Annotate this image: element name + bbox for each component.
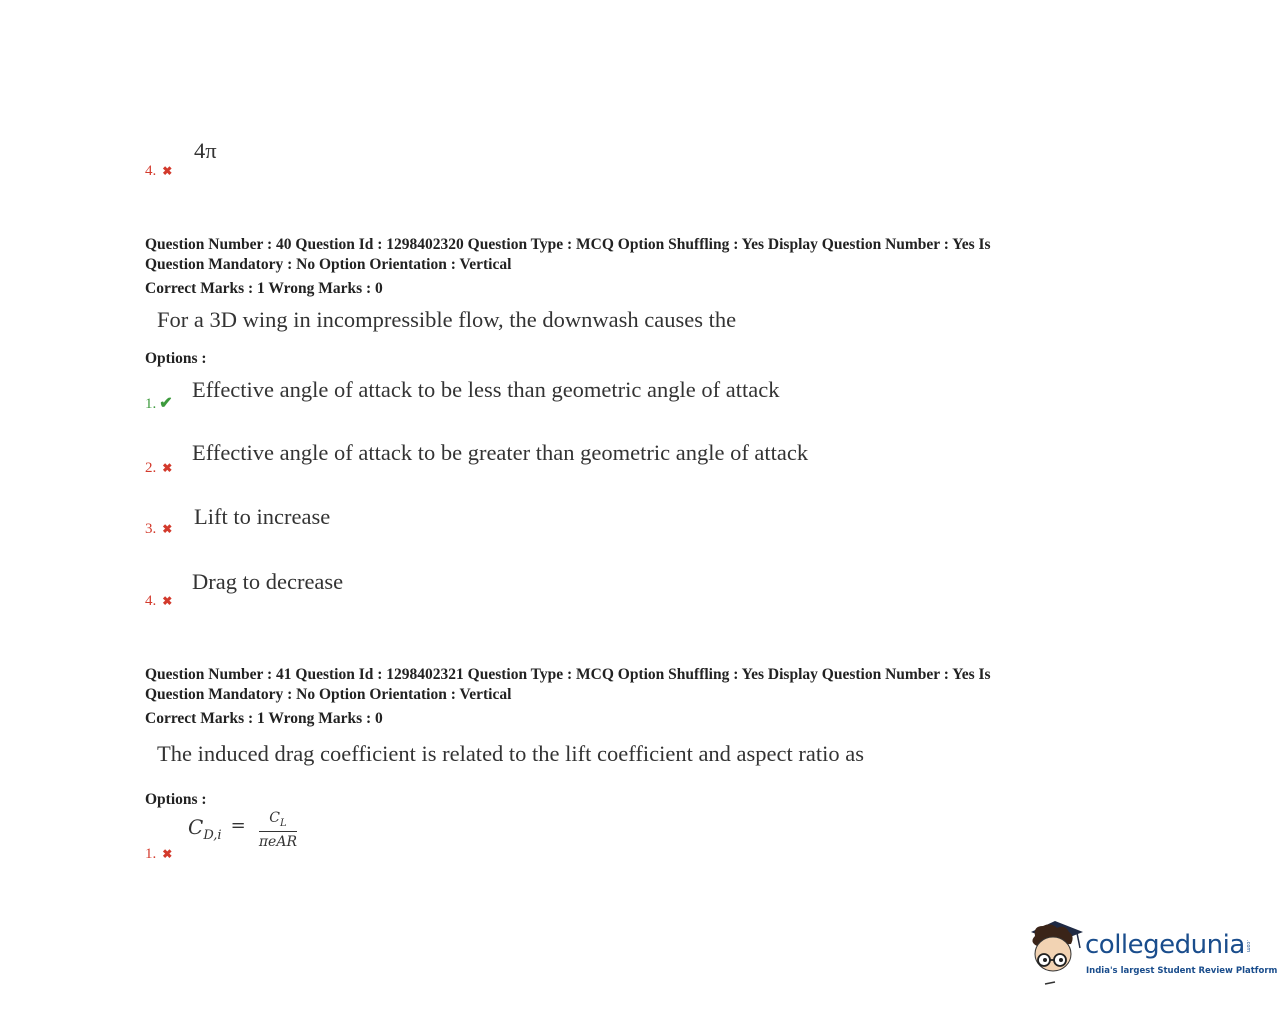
- q40-option-1-text: Effective angle of attack to be less than geometric angle of attack: [192, 377, 780, 402]
- q41-option-1-formula: [188, 810, 297, 850]
- formula-lhs: $C_{D,i}$: [188, 815, 222, 844]
- option-number: 3.: [145, 521, 157, 537]
- cross-icon: ✖: [162, 164, 173, 178]
- q41-meta-line1: Question Number : 41 Question Id : 1298402321 Question Type : MCQ Option Shuffling : Yes Display Question Number : Yes Is: [145, 666, 991, 683]
- q40-question-text: For a 3D wing in incompressible flow, the downwash causes the: [157, 307, 737, 332]
- option-number: 2.: [145, 460, 157, 476]
- q41-question-text: The induced drag coefficient is related to the lift coefficient and aspect ratio as: [157, 741, 864, 766]
- q40-option-4-text: Drag to decrease: [192, 569, 344, 594]
- q41-meta-line2: Question Mandatory : No Option Orientation : Vertical: [145, 686, 512, 703]
- option-number: 4.: [145, 593, 157, 609]
- option-number: 1.: [145, 846, 157, 862]
- prev-option-4: [145, 162, 172, 180]
- q41-marks: Correct Marks : 1 Wrong Marks : 0: [145, 710, 383, 727]
- fraction-denominator: πeAR: [258, 833, 297, 850]
- cross-icon: ✖: [162, 461, 173, 475]
- q40-meta-line1: Question Number : 40 Question Id : 1298402320 Question Type : MCQ Option Shuffling : Yes Display Question Number : Yes Is: [145, 236, 991, 253]
- option-number: 4.: [145, 163, 157, 179]
- q40-option-2: [145, 459, 172, 477]
- q40-option-1: [145, 393, 173, 413]
- collegedunia-logo: [1025, 918, 1278, 988]
- cross-icon: ✖: [162, 522, 173, 536]
- q40-marks: Correct Marks : 1 Wrong Marks : 0: [145, 280, 383, 297]
- q40-options-label: Options :: [145, 350, 207, 367]
- cross-icon: ✖: [162, 847, 173, 861]
- q41-option-1: [145, 845, 172, 863]
- cross-icon: ✖: [162, 594, 173, 608]
- logo-suffix: .com: [1245, 940, 1251, 953]
- mascot-icon: [1025, 918, 1087, 986]
- formula-equals: =: [230, 815, 246, 837]
- formula-fraction: [259, 810, 297, 850]
- logo-wordmark: collegedunia: [1085, 930, 1245, 960]
- q40-option-2-text: Effective angle of attack to be greater than geometric angle of attack: [192, 440, 809, 465]
- q40-option-3-text: Lift to increase: [194, 504, 331, 529]
- prev-option-4-text: 4π: [194, 138, 217, 163]
- logo-tagline: India's largest Student Review Platform: [1086, 966, 1278, 976]
- q40-option-4: [145, 592, 172, 610]
- q40-option-3: [145, 520, 172, 538]
- q41-options-label: Options :: [145, 791, 207, 808]
- fraction-numerator: $C_L$: [259, 810, 297, 832]
- check-icon: ✔: [159, 395, 173, 412]
- option-number: 1.: [145, 396, 157, 412]
- q40-meta-line2: Question Mandatory : No Option Orientation : Vertical: [145, 256, 512, 273]
